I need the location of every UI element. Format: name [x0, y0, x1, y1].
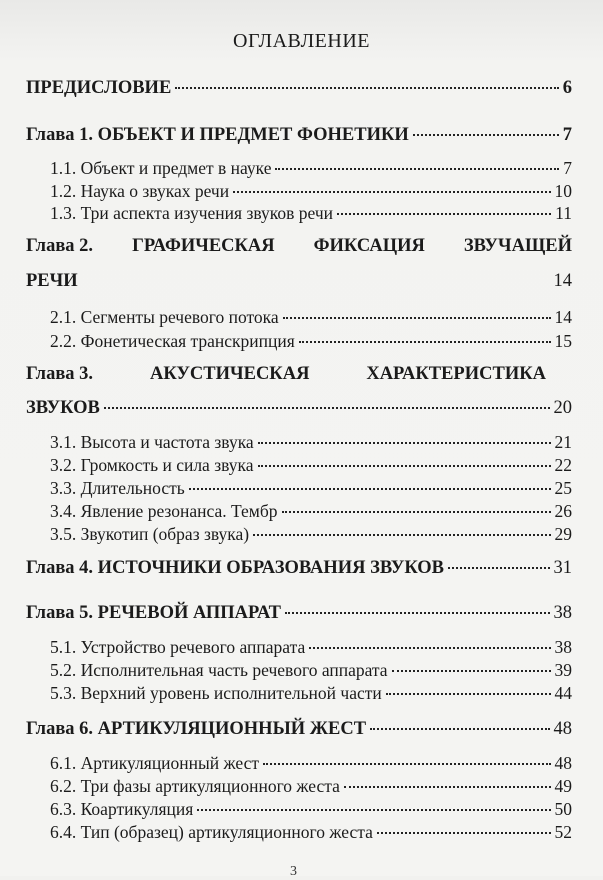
toc-label: 1.2. Наука о звуках речи — [50, 181, 230, 201]
toc-entry-section[interactable] — [50, 307, 572, 328]
toc-page: 11 — [555, 203, 572, 223]
toc-label: 3.1. Высота и частота звука — [50, 432, 254, 452]
toc-page: 39 — [554, 660, 572, 680]
toc-page: 25 — [554, 478, 572, 498]
toc-entry-section[interactable] — [50, 799, 572, 820]
dot-leader — [258, 442, 551, 444]
toc-entry-chapter-5[interactable] — [26, 603, 572, 624]
dot-leader — [282, 511, 551, 513]
toc-label: 3.2. Громкость и сила звука — [50, 455, 254, 475]
toc-label: 6.3. Коартикуляция — [50, 799, 194, 819]
toc-label: ПРЕДИСЛОВИЕ — [26, 78, 172, 98]
toc-label: 5.2. Исполнительная часть речевого аппарата — [50, 660, 388, 680]
toc-entry-section[interactable] — [50, 660, 572, 681]
toc-entry-chapter-4[interactable] — [26, 558, 572, 579]
toc-page: 50 — [554, 799, 572, 819]
toc-label: Глава 6. АРТИКУЛЯЦИОННЫЙ ЖЕСТ — [26, 719, 367, 739]
toc-page: 22 — [554, 455, 572, 475]
toc-page: 49 — [554, 776, 572, 796]
dot-leader — [197, 809, 550, 811]
dot-leader — [82, 280, 550, 282]
toc-label: 1.3. Три аспекта изучения звуков речи — [50, 203, 334, 223]
toc-label: 6.1. Артикуляционный жест — [50, 753, 260, 773]
toc-label: 3.4. Явление резонанса. Тембр — [50, 501, 278, 521]
page-title: ОГЛАВЛЕНИЕ — [233, 30, 370, 52]
toc-entry-section[interactable] — [50, 158, 572, 179]
dot-leader — [392, 670, 551, 672]
toc-page: 52 — [554, 822, 572, 842]
dot-leader — [377, 832, 551, 834]
toc-label: Глава 5. РЕЧЕВОЙ АППАРАТ — [26, 603, 282, 623]
dot-leader — [258, 465, 551, 467]
toc-page: 38 — [554, 637, 572, 657]
toc-entry-section[interactable] — [50, 501, 572, 522]
toc-label-word: Глава 3. — [26, 364, 94, 384]
dot-leader — [337, 213, 551, 215]
toc-page: 20 — [553, 398, 572, 418]
toc-label: Глава 1. ОБЪЕКТ И ПРЕДМЕТ ФОНЕТИКИ — [26, 125, 409, 145]
toc-page: 7 — [563, 158, 572, 178]
toc-chapter-3-heading — [26, 364, 546, 385]
dot-leader — [253, 534, 550, 536]
toc-label: 6.4. Тип (образец) артикуляционного жеста — [50, 822, 373, 842]
toc-label: Глава 4. ИСТОЧНИКИ ОБРАЗОВАНИЯ ЗВУКОВ — [26, 558, 445, 578]
toc-page: 21 — [554, 432, 572, 452]
toc-page: 48 — [553, 719, 572, 739]
toc-entry-section[interactable] — [50, 524, 572, 545]
dot-leader — [189, 488, 551, 490]
toc-page: 48 — [554, 753, 572, 773]
toc-label: 3.5. Звукотип (образ звука) — [50, 524, 250, 544]
dot-leader — [448, 567, 549, 569]
dot-leader — [386, 693, 551, 695]
toc-label-word: ГРАФИЧЕСКАЯ — [132, 236, 275, 256]
toc-label: 2.1. Сегменты речевого потока — [50, 307, 279, 327]
page-number: 3 — [290, 864, 297, 879]
toc-entry-section[interactable] — [50, 822, 572, 843]
dot-leader — [344, 786, 551, 788]
toc-page: 15 — [554, 331, 572, 351]
toc-entry-section[interactable] — [50, 683, 572, 704]
dot-leader — [299, 341, 551, 343]
toc-page: 6 — [562, 78, 572, 98]
toc-page: 10 — [554, 181, 572, 201]
toc-entry-section[interactable] — [50, 432, 572, 453]
toc-entry-section[interactable] — [50, 478, 572, 499]
toc-entry-section[interactable] — [50, 181, 572, 202]
toc-entry-preface[interactable] — [26, 78, 572, 99]
dot-leader — [233, 191, 550, 193]
toc-label-word: ХАРАКТЕРИСТИКА — [366, 364, 546, 384]
dot-leader — [175, 87, 558, 89]
toc-entry-chapter-2[interactable] — [26, 271, 572, 292]
dot-leader — [275, 168, 559, 170]
toc-label: 1.1. Объект и предмет в науке — [50, 158, 272, 178]
toc-entry-section[interactable] — [50, 203, 572, 224]
toc-page: 14 — [554, 307, 572, 327]
toc-page: 7 — [562, 125, 572, 145]
toc-page: 29 — [554, 524, 572, 544]
dot-leader — [309, 647, 550, 649]
dot-leader — [283, 317, 551, 319]
toc-chapter-2-heading — [26, 236, 572, 257]
toc-entry-chapter-1[interactable] — [26, 125, 572, 146]
toc-label-word: ЗВУЧАЩЕЙ — [463, 236, 572, 256]
toc-label: 2.2. Фонетическая транскрипция — [50, 331, 295, 351]
toc-label: 3.3. Длительность — [50, 478, 185, 498]
toc-entry-chapter-6[interactable] — [26, 719, 572, 740]
toc-label: ЗВУКОВ — [26, 398, 100, 418]
toc-entry-section[interactable] — [50, 455, 572, 476]
toc-label-word: АКУСТИЧЕСКАЯ — [149, 364, 310, 384]
toc-label: 5.1. Устройство речевого аппарата — [50, 637, 306, 657]
toc-page: 44 — [554, 683, 572, 703]
toc-entry-section[interactable] — [50, 776, 572, 797]
toc-entry-section[interactable] — [50, 753, 572, 774]
toc-page: 14 — [553, 271, 572, 291]
toc-label: РЕЧИ — [26, 271, 78, 291]
toc-entry-chapter-3[interactable] — [26, 398, 572, 419]
toc-page: 26 — [554, 501, 572, 521]
dot-leader — [285, 612, 549, 614]
dot-leader — [263, 763, 550, 765]
toc-page: 38 — [553, 603, 572, 623]
dot-leader — [104, 407, 550, 409]
toc-label: 5.3. Верхний уровень исполнительной части — [50, 683, 382, 703]
toc-label: 6.2. Три фазы артикуляционного жеста — [50, 776, 340, 796]
toc-label-word: ФИКСАЦИЯ — [313, 236, 425, 256]
dot-leader — [370, 728, 549, 730]
toc-label-word: Глава 2. — [26, 236, 94, 256]
toc-entry-section[interactable] — [50, 331, 572, 352]
toc-page: 31 — [553, 558, 572, 578]
dot-leader — [413, 134, 559, 136]
toc-entry-section[interactable] — [50, 637, 572, 658]
